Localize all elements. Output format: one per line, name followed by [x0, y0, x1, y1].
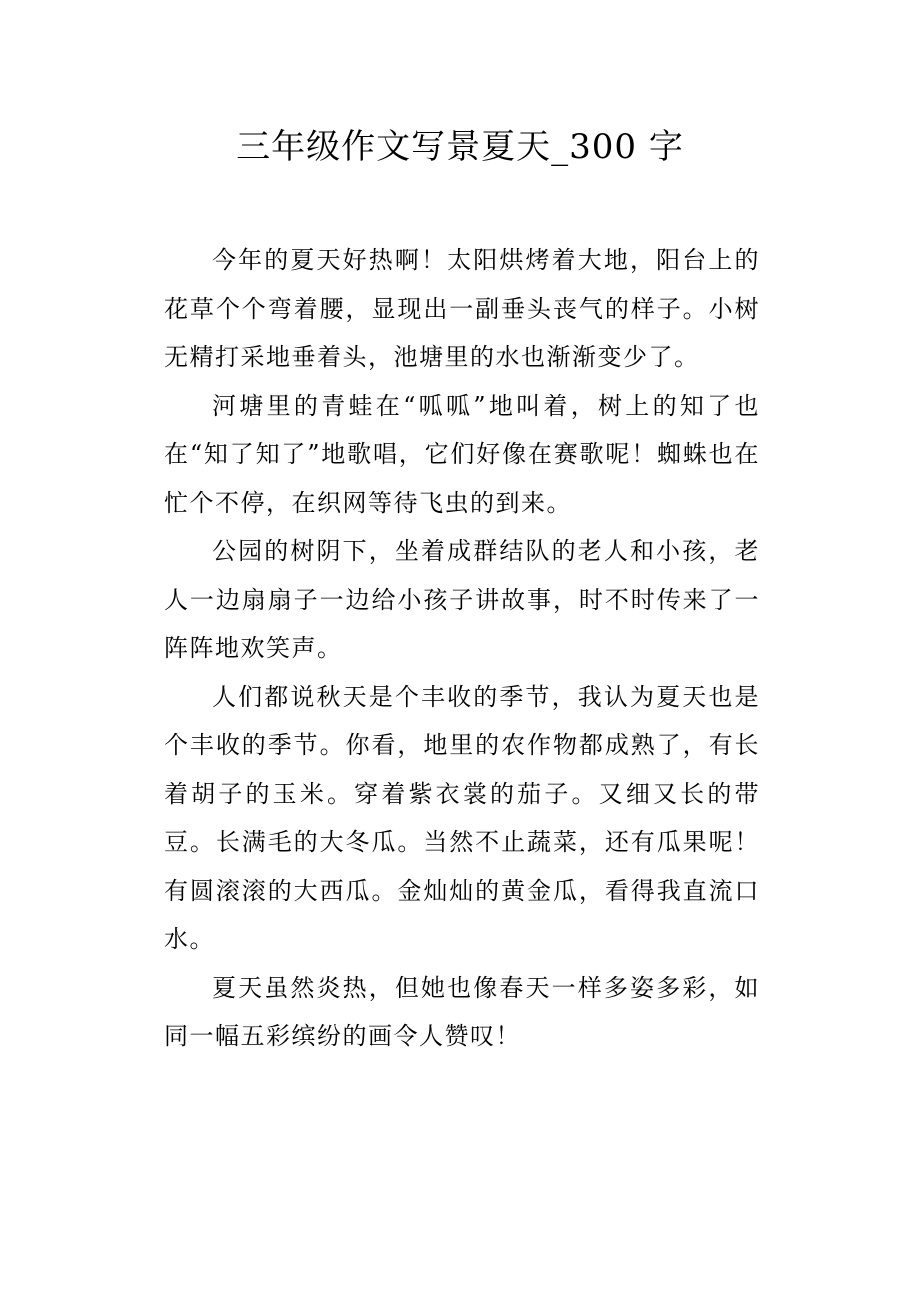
- paragraph-5: 夏天虽然炎热，但她也像春天一样多姿多彩，如同一幅五彩缤纷的画令人赞叹！: [164, 973, 760, 1050]
- paragraph-4: 人们都说秋天是个丰收的季节，我认为夏天也是个丰收的季节。你看，地里的农作物都成熟了，有长着胡子的玉米。穿着紫衣裳的茄子。又细又长的带豆。长满毛的大冬瓜。当然不止蔬菜，还有瓜果呢！有圆滚滚的大西瓜。金灿灿的黄金瓜，看得我直流口水。: [164, 682, 760, 953]
- document-title: 三年级作文写景夏天_300 字: [236, 127, 684, 167]
- paragraph-2: 河塘里的青蛙在“呱呱”地叫着，树上的知了也在“知了知了”地歌唱，它们好像在赛歌呢！蜘蛛也在忙个不停，在织网等待飞虫的到来。: [164, 391, 760, 517]
- document-body: [164, 236, 760, 1061]
- paragraph-3: 公园的树阴下，坐着成群结队的老人和小孩，老人一边扇扇子一边给小孩子讲故事，时不时传来了一阵阵地欢笑声。: [164, 537, 760, 662]
- paragraph-1: 今年的夏天好热啊！太阳烘烤着大地，阳台上的花草个个弯着腰，显现出一副垂头丧气的样子。小树无精打采地垂着头，池塘里的水也渐渐变少了。: [164, 246, 760, 371]
